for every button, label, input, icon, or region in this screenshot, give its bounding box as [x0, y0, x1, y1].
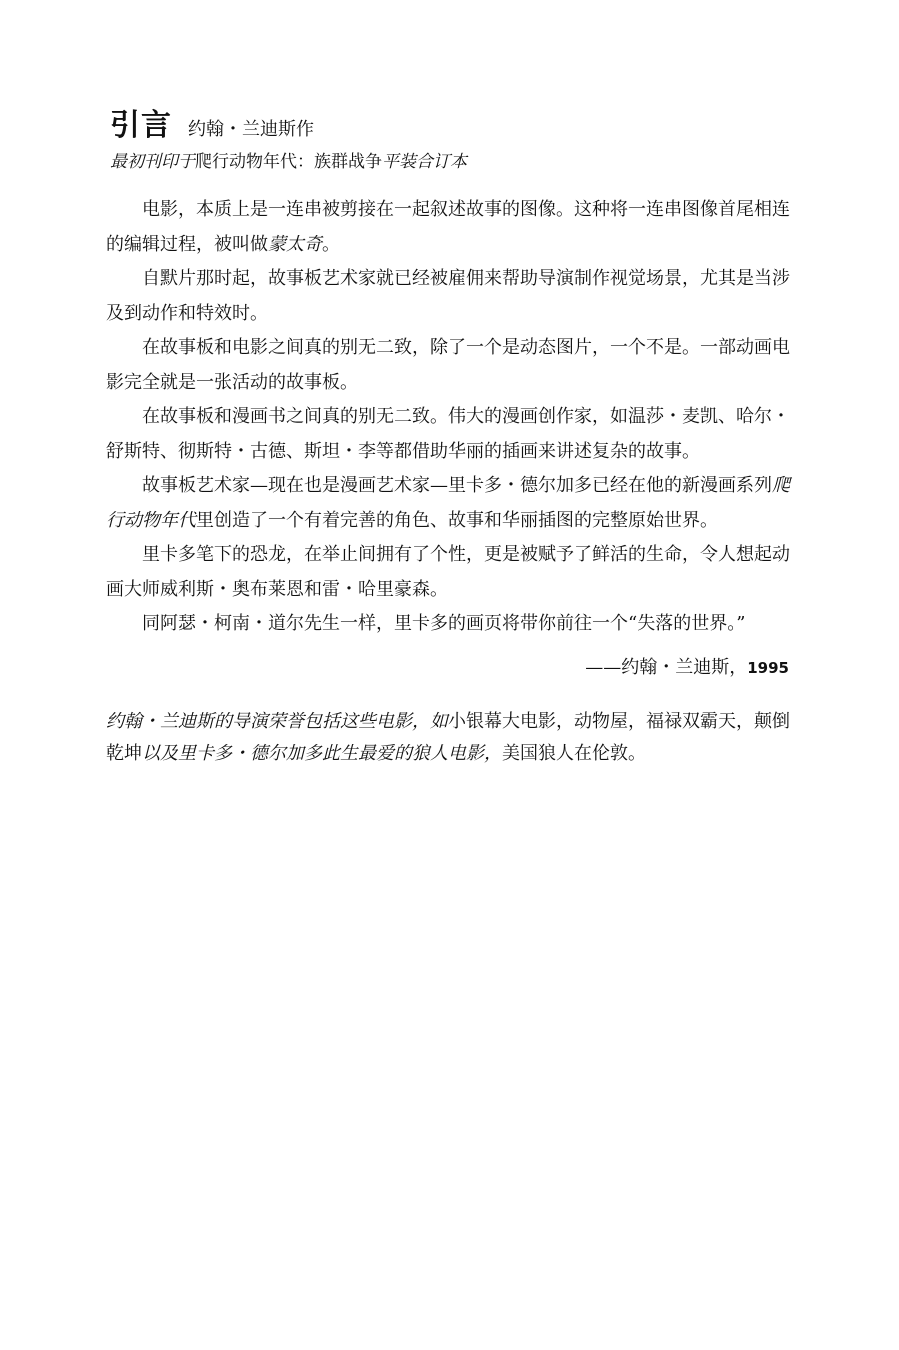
paragraph-4: 在故事板和漫画书之间真的别无二致。伟大的漫画创作家，如温莎・麦凯、哈尔・舒斯特、彻斯特・古德、斯坦・李等都借助华丽的插画来讲述复杂的故事。	[106, 406, 790, 462]
author-byline: 约翰・兰迪斯作	[188, 119, 314, 140]
paragraph-5-end: 里创造了一个有着完善的角色、故事和华丽插图的完整原始世界。	[196, 509, 718, 531]
paragraph-1-end: 。	[322, 233, 340, 255]
introduction-body	[106, 193, 794, 642]
paragraph-1-term: 蒙太奇	[268, 233, 322, 255]
paragraph-5-text: 故事板艺术家—现在也是漫画艺术家—里卡多・德尔加多已经在他的新漫画系列	[142, 475, 772, 496]
paragraph-7: 同阿瑟・柯南・道尔先生一样，里卡多的画页将带你前往一个“失落的世界。”	[142, 613, 746, 634]
publication-suffix: 平装合订本	[382, 152, 467, 172]
footer-note-part-1: 约翰・兰迪斯的导演荣誉包括这些电影，	[106, 711, 430, 732]
publication-prefix: 最初刊印于	[110, 152, 195, 172]
signature-year: 1995	[747, 659, 789, 677]
paragraph-3: 在故事板和电影之间真的别无二致，除了一个是动态图片，一个不是。一部动画电影完全就是一张活动的故事板。	[106, 337, 790, 393]
paragraph-5	[106, 469, 794, 538]
signature	[585, 656, 789, 680]
footer-note-part-4: 以及里卡多・德尔加多此生最爱的狼人电影，	[142, 743, 502, 764]
paragraph-5-series-title: 爬行动物年代	[106, 475, 790, 531]
page-title: 引言	[110, 108, 172, 143]
header	[110, 108, 314, 144]
footer-note	[106, 706, 796, 770]
paragraph-6: 里卡多笔下的恐龙，在举止间拥有了个性，更是被赋予了鲜活的生命，令人想起动画大师威利斯・奥布莱恩和雷・哈里豪森。	[106, 544, 790, 600]
paragraph-2: 自默片那时起，故事板艺术家就已经被雇佣来帮助导演制作视觉场景，尤其是当涉及到动作和特效时。	[106, 268, 790, 324]
publication-book-title: 爬行动物年代：族群战争	[195, 152, 382, 172]
footer-note-final-film: 美国狼人在伦敦。	[502, 743, 646, 764]
paragraph-1	[106, 193, 794, 262]
footer-note-part-2: 如	[430, 711, 448, 732]
footer-note-films: 小银幕大电影，动物屋，福禄双霸天，颠倒乾坤	[106, 711, 790, 764]
signature-name: ——约翰・兰迪斯，	[585, 657, 748, 678]
publication-note	[110, 151, 467, 173]
paragraph-1-text: 电影，本质上是一连串被剪接在一起叙述故事的图像。这种将一连串图像首尾相连的编辑过程，被叫做	[106, 199, 790, 255]
